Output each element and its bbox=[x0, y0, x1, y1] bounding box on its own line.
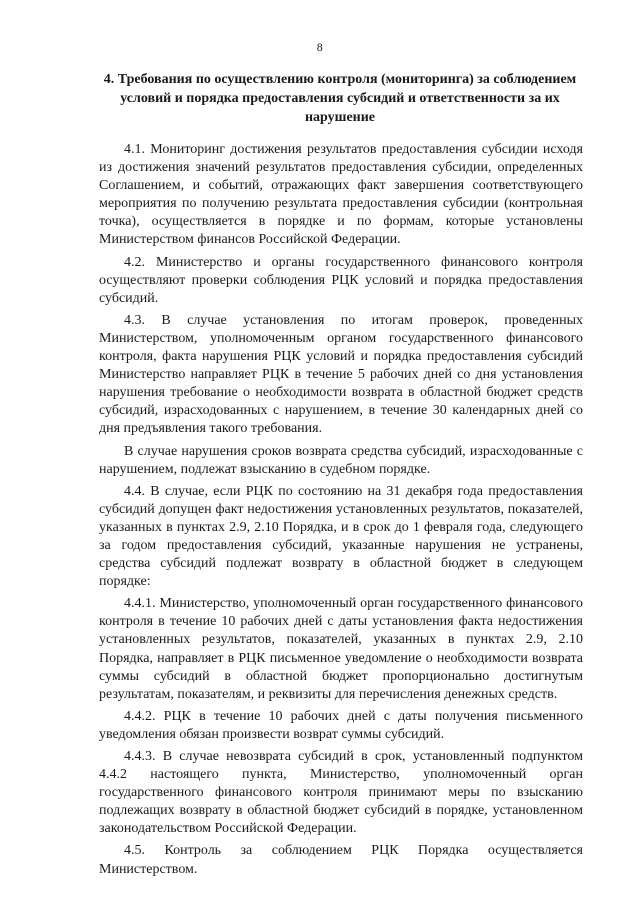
paragraph-4-3-court: В случае нарушения сроков возврата средства субсидий, израсходованные с нарушением, подлежат взысканию в судебном порядке. bbox=[99, 443, 583, 477]
section-heading: 4. Требования по осуществлению контроля (мониторинга) за соблюдением условий и порядка предоставления субсидий и ответственности за их нарушение bbox=[103, 72, 577, 125]
paragraph-4-2: 4.2. Министерство и органы государственного финансового контроля осуществляют проверки соблюдения РЦК условий и порядка предоставления субсидий. bbox=[99, 254, 583, 306]
paragraph-4-4-2: 4.4.2. РЦК в течение 10 рабочих дней с даты получения письменного уведомления обязан произвести возврат суммы субсидий. bbox=[99, 708, 583, 742]
paragraph-4-1: 4.1. Мониторинг достижения результатов предоставления субсидии исходя из достижения значений результатов предоставления субсидии, определенных Соглашением, и событий, отражающих факт завершения соответствующего мероприятия по получению результата предоставления субсидии (контрольная точка), осуществляется в порядке и по формам, которые установлены Министерством финансов Российской Федерации. bbox=[99, 142, 583, 248]
section-body bbox=[99, 141, 583, 879]
paragraph-4-5: 4.5. Контроль за соблюдением РЦК Порядка осуществляется Министерством. bbox=[99, 843, 583, 877]
paragraph-4-4-3: 4.4.3. В случае невозврата субсидий в срок, установленный подпунктом 4.4.2 настоящего пункта, Министерство, уполномоченный орган государственного финансового контроля принимают меры по взысканию подлежащих возврату в областной бюджет субсидий в порядке, установленном законодательством Российской Федерации. bbox=[99, 749, 583, 837]
paragraph-4-3: 4.3. В случае установления по итогам проверок, проведенных Министерством, уполномоченным органом государственного финансового контроля, факта нарушения РЦК условий и порядка предоставления субсидий Министерство направляет РЦК в течение 5 рабочих дней со дня установления нарушения требование о необходимости возврата в областной бюджет средств субсидий, израсходованных с нарушением, в течение 30 календарных дней со дня предъявления такого требования. bbox=[99, 312, 583, 437]
paragraph-4-4-1: 4.4.1. Министерство, уполномоченный орган государственного финансового контроля в течение 10 рабочих дней с даты установления факта недостижения установленных результатов, показателей, указанных в пунктах 2.9, 2.10 Порядка, направляет в РЦК письменное уведомление о необходимости возврата суммы субсидий в областной бюджет пропорционально достигнутым результатам, показателям, и реквизиты для перечисления денежных средств. bbox=[99, 596, 583, 702]
paragraph-4-4: 4.4. В случае, если РЦК по состоянию на 31 декабря года предоставления субсидий допущен факт недостижения установленных результатов, показателей, указанных в пунктах 2.9, 2.10 Порядка, и в срок до 1 февраля года, следующего за годом предоставления субсидий, указанные нарушения не устранены, средства субсидий подлежат возврату в областной бюджет в следующем порядке: bbox=[99, 483, 583, 590]
page-number: 8 bbox=[316, 40, 324, 54]
